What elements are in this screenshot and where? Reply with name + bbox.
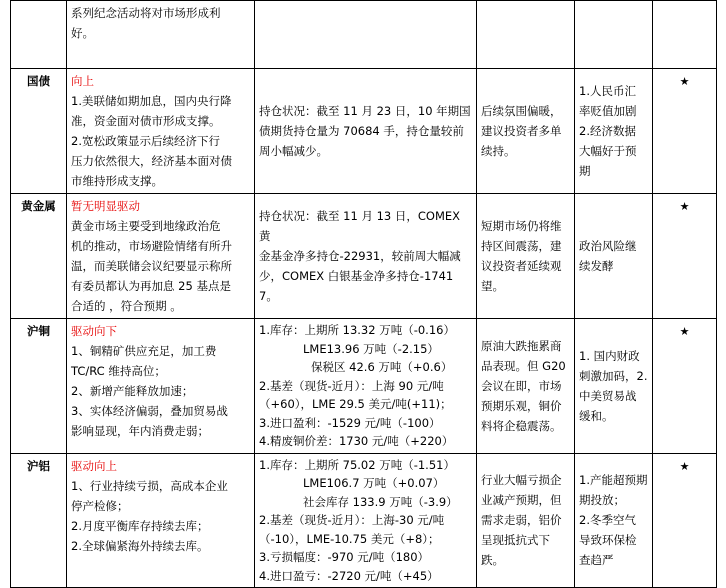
- star-icon: ★: [679, 459, 690, 473]
- advice-cell: [477, 1, 575, 69]
- advice-cell: 短期市场仍将维 持区间震荡，建 议投资者延续观 望。: [477, 194, 575, 319]
- position-cell: 1.库存：上期所 13.32 万吨（-0.16） LME13.96 万吨（-2.15） 保税区 42.6 万吨（+0.6） 2.基差（现货-近月）：上海 90 元/吨 （+60），LME 29.5 美元/吨(+11)； 3.进口盈利：-1529 元/吨（-100） 4.精废铜价差：1730 元/吨（+220）: [255, 319, 477, 454]
- position-cell: 1.库存：上期所 75.02 万吨（-1.51） LME106.7 万吨（+0.07） 社会库存 133.9 万吨（-3.9） 2.基差（现货-近月）：上海-30 元/吨 （-10），LME-10.75 美元（+8）； 3.亏损幅度：-970 元/吨（180） 4.进口盈亏：-2720 元/吨（+45）: [255, 453, 477, 588]
- table-row: [11, 319, 717, 454]
- risk-cell: 1. 国内财政 刺激加码，2. 中美贸易战 缓和。: [575, 319, 653, 454]
- star-icon: ★: [679, 200, 690, 213]
- risk-cell: 政治风险继 续发酵: [575, 194, 653, 319]
- commodity-name-cell: 沪铜: [11, 319, 67, 454]
- table-row: [11, 453, 717, 588]
- position-cell: 持仓状况：截至 11 月 13 日，COMEX 黄 金基金净多持仓-22931，较前周大幅减 少，COMEX 白银基金净多持仓-17417。: [255, 194, 477, 319]
- commodity-name-cell: 国债: [11, 69, 67, 194]
- drivers-cell: 暂无明显驱动 黄金市场主要受到地缘政治危 机的推动，市场避险情绪有所升 温，而美联储会议纪要显示称所 有委员都认为再加息 25 基点是 合适的 ，符合预期 。: [67, 194, 255, 319]
- drivers-cell: 向上 1.美联储如期加息，国内央行降 准，资金面对债市形成支撑。 2.宽松政策显示后续经济下行 压力依然很大，经济基本面对债 市维持形成支撑。: [67, 69, 255, 194]
- rating-cell: [653, 194, 717, 319]
- risk-cell: 1.人民币汇 率贬值加剧 2.经济数据 大幅好于预 期: [575, 69, 653, 194]
- table-row: [11, 69, 717, 194]
- advice-cell: 后续氛围偏暖， 建议投资者多单 续持。: [477, 69, 575, 194]
- risk-cell: [575, 1, 653, 69]
- rating-cell: [653, 1, 717, 69]
- commodity-name-cell: [11, 1, 67, 69]
- commodity-name-cell: 黄金属: [11, 194, 67, 319]
- table-row: [11, 194, 717, 319]
- drivers-cell: 系列纪念活动将对市场形成利 好。: [67, 1, 255, 69]
- position-cell: 持仓状况：截至 11 月 23 日，10 年期国 债期货持仓量为 70684 手，持仓量较前 周小幅减少。: [255, 69, 477, 194]
- star-icon: ★: [679, 75, 690, 88]
- rating-cell: [653, 319, 717, 454]
- drivers-cell: 驱动向上 1、行业持续亏损，高成本企业 停产检修； 2.月度平衡库存持续去库； 2.全球偏紧海外持续去库。: [67, 453, 255, 588]
- advice-cell: 原油大跌拖累商 品表现。但 G20 会议在即，市场 预期乐观，铜价 料将企稳震荡。: [477, 319, 575, 454]
- trend-label: 向上: [71, 74, 94, 88]
- star-icon: ★: [679, 325, 690, 338]
- advice-cell: 行业大幅亏损企 业减产预期，但 需求走弱，铝价 呈现抵抗式下 跌。: [477, 453, 575, 588]
- trend-label: 暂无明显驱动: [71, 199, 140, 213]
- trend-label: 驱动向上: [71, 458, 117, 473]
- rating-cell: [653, 69, 717, 194]
- drivers-cell: 驱动向下 1、铜精矿供应充足，加工费 TC/RC 维持高位； 2、新增产能释放加速； 3、实体经济偏弱，叠加贸易战 影响显现，年内消费走弱；: [67, 319, 255, 454]
- commodity-name-cell: 沪铝: [11, 453, 67, 588]
- rating-cell: [653, 453, 717, 588]
- position-cell: [255, 1, 477, 69]
- table-row: [11, 1, 717, 69]
- risk-cell: 1.产能超预期 期投放； 2.冬季空气 导致环保检 查趋严: [575, 453, 653, 588]
- trend-label: 驱动向下: [71, 324, 117, 338]
- commodity-table: [10, 0, 717, 588]
